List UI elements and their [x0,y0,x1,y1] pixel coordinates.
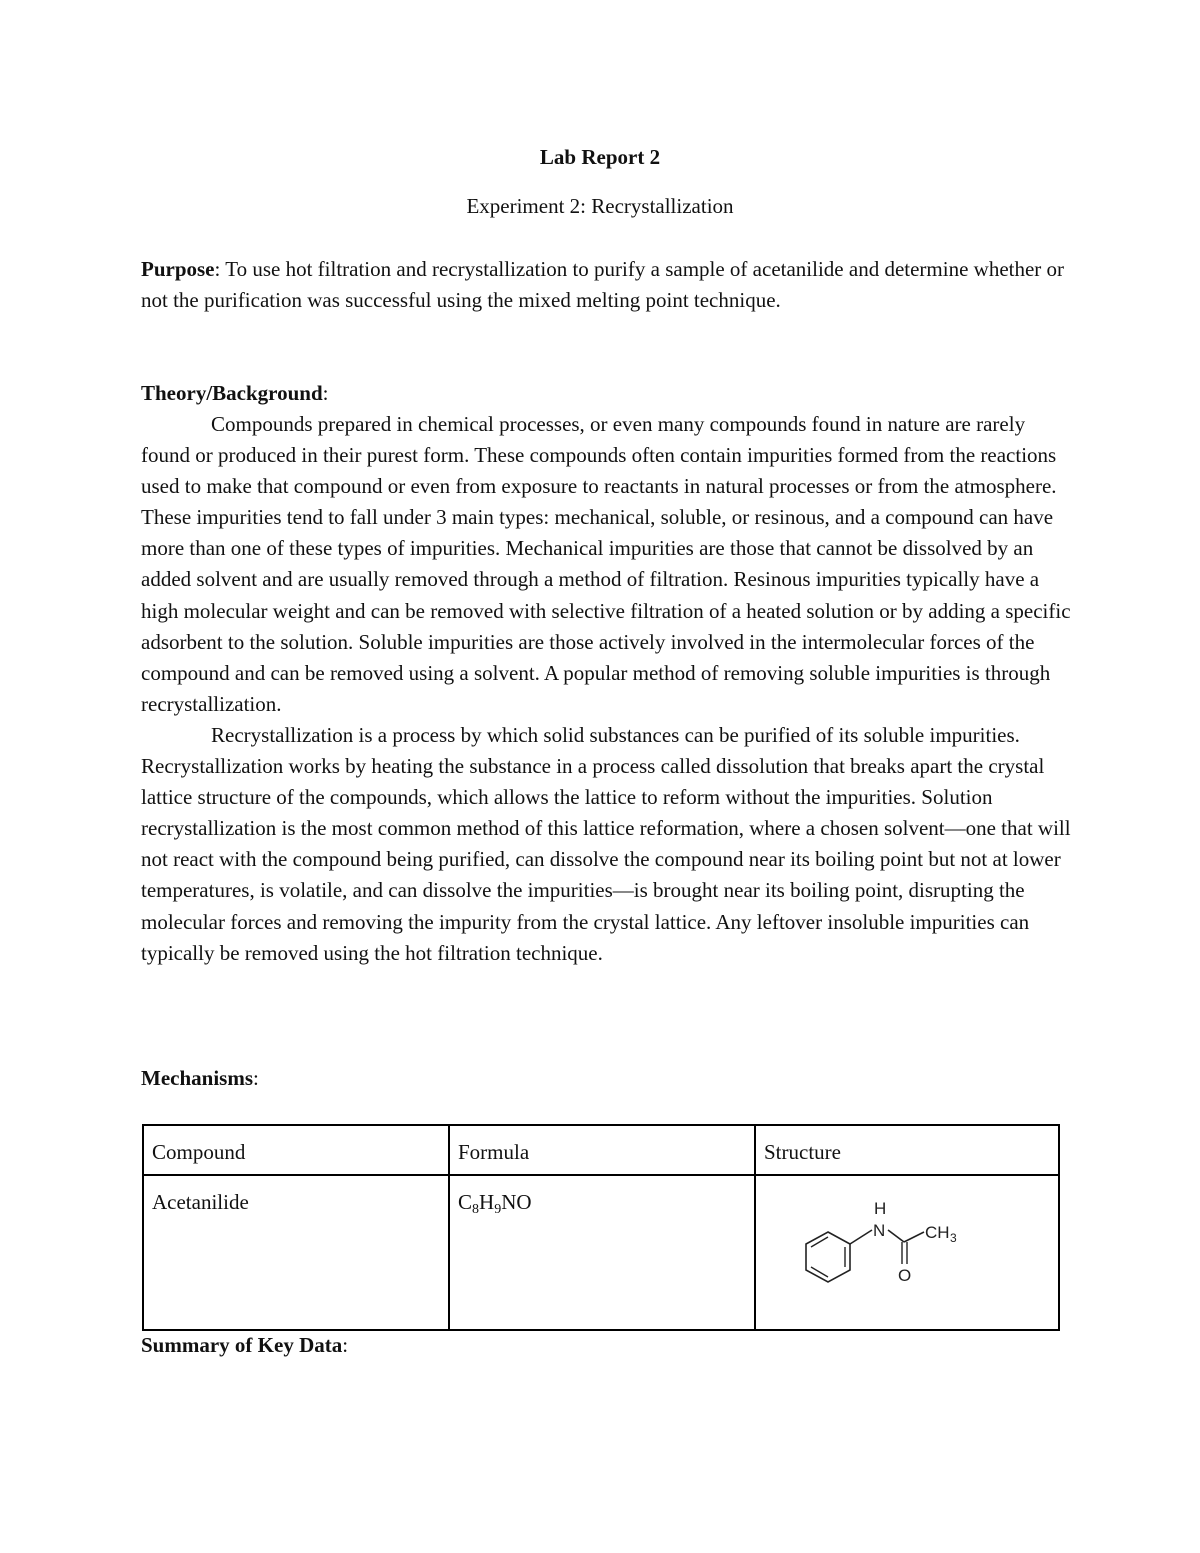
theory-body [141,409,1071,969]
table-header-row [143,1125,1059,1175]
formula-c-sub: 8 [472,1202,480,1217]
cell-formula [449,1175,755,1330]
theory-colon: : [322,381,329,405]
header-formula: Formula [449,1125,755,1175]
atom-label-n: N [873,1221,886,1240]
purpose-section [141,254,1071,316]
formula-h-sub: 9 [494,1202,502,1217]
theory-paragraph: Recrystallization is a process by which solid substances can be purified of its soluble impurities. Recrystallization works by heating the substance in a process called dissolution that breaks apart the crystal lattice structure of the compounds, which allows the lattice to reform without the impurities. Solution recrystallization is the most common method of this lattice reformation, where a chosen solvent—one that will not react with the compound being purified, can dissolve the compound near its boiling point but not at lower temperatures, is volatile, and can dissolve the impurities—is brought near its boiling point, disrupting the molecular forces and removing the impurity from the crystal lattice. Any leftover insoluble impurities can typically be removed using the hot filtration technique. [141,722,1071,965]
summary-label: Summary of Key Data [141,1333,343,1357]
mechanisms-table [142,1124,1060,1331]
atom-label-h: H [874,1200,887,1218]
header-structure: Structure [755,1125,1059,1175]
summary-colon: : [342,1333,349,1357]
acetanilide-structure-diagram [792,1200,972,1292]
mechanisms-heading [141,1063,1071,1094]
purpose-text: To use hot filtration and recrystallization to purify a sample of acetanilide and determine whether or not the purification was successful using the mixed melting point technique. [141,257,1065,313]
purpose-colon: : [214,257,221,281]
purpose-label: Purpose [141,257,215,281]
mechanisms-label: Mechanisms [141,1066,253,1090]
theory-label: Theory/Background [141,381,323,405]
cell-compound: Acetanilide [143,1175,449,1330]
header-compound: Compound [143,1125,449,1175]
theory-heading [141,378,1071,409]
table-row [143,1175,1059,1330]
formula-rest: NO [501,1190,532,1214]
formula-c: C [458,1190,473,1214]
experiment-subtitle: Experiment 2: Recrystallization [466,194,734,218]
formula-h: H [479,1190,495,1214]
mechanisms-colon: : [253,1066,259,1090]
summary-heading [141,1330,1071,1361]
atom-label-o: O [898,1266,912,1285]
cell-structure [755,1175,1059,1330]
atom-label-ch: CH [925,1223,950,1242]
theory-paragraph: Compounds prepared in chemical processes, or even many compounds found in nature are rarely found or produced in their purest form. These compounds often contain impurities formed from the reactions used to make that compound or even from exposure to reactants in natural processes or from the atmosphere. These impurities tend to fall under 3 main types: mechanical, soluble, or resinous, and a compound can have more than one of these types of impurities. Mechanical impurities are those that cannot be dissolved by an added solvent and are usually removed through a method of filtration. Resinous impurities typically have a high molecular weight and can be removed with selective filtration of a heated solution or by adding a specific adsorbent to the solution. Soluble impurities are those actively involved in the intermolecular forces of the compound and can be removed using a solvent. A popular method of removing soluble impurities is through recrystallization. [141,412,1071,716]
atom-label-ch-sub: 3 [950,1231,957,1245]
report-title: Lab Report 2 [539,145,661,169]
